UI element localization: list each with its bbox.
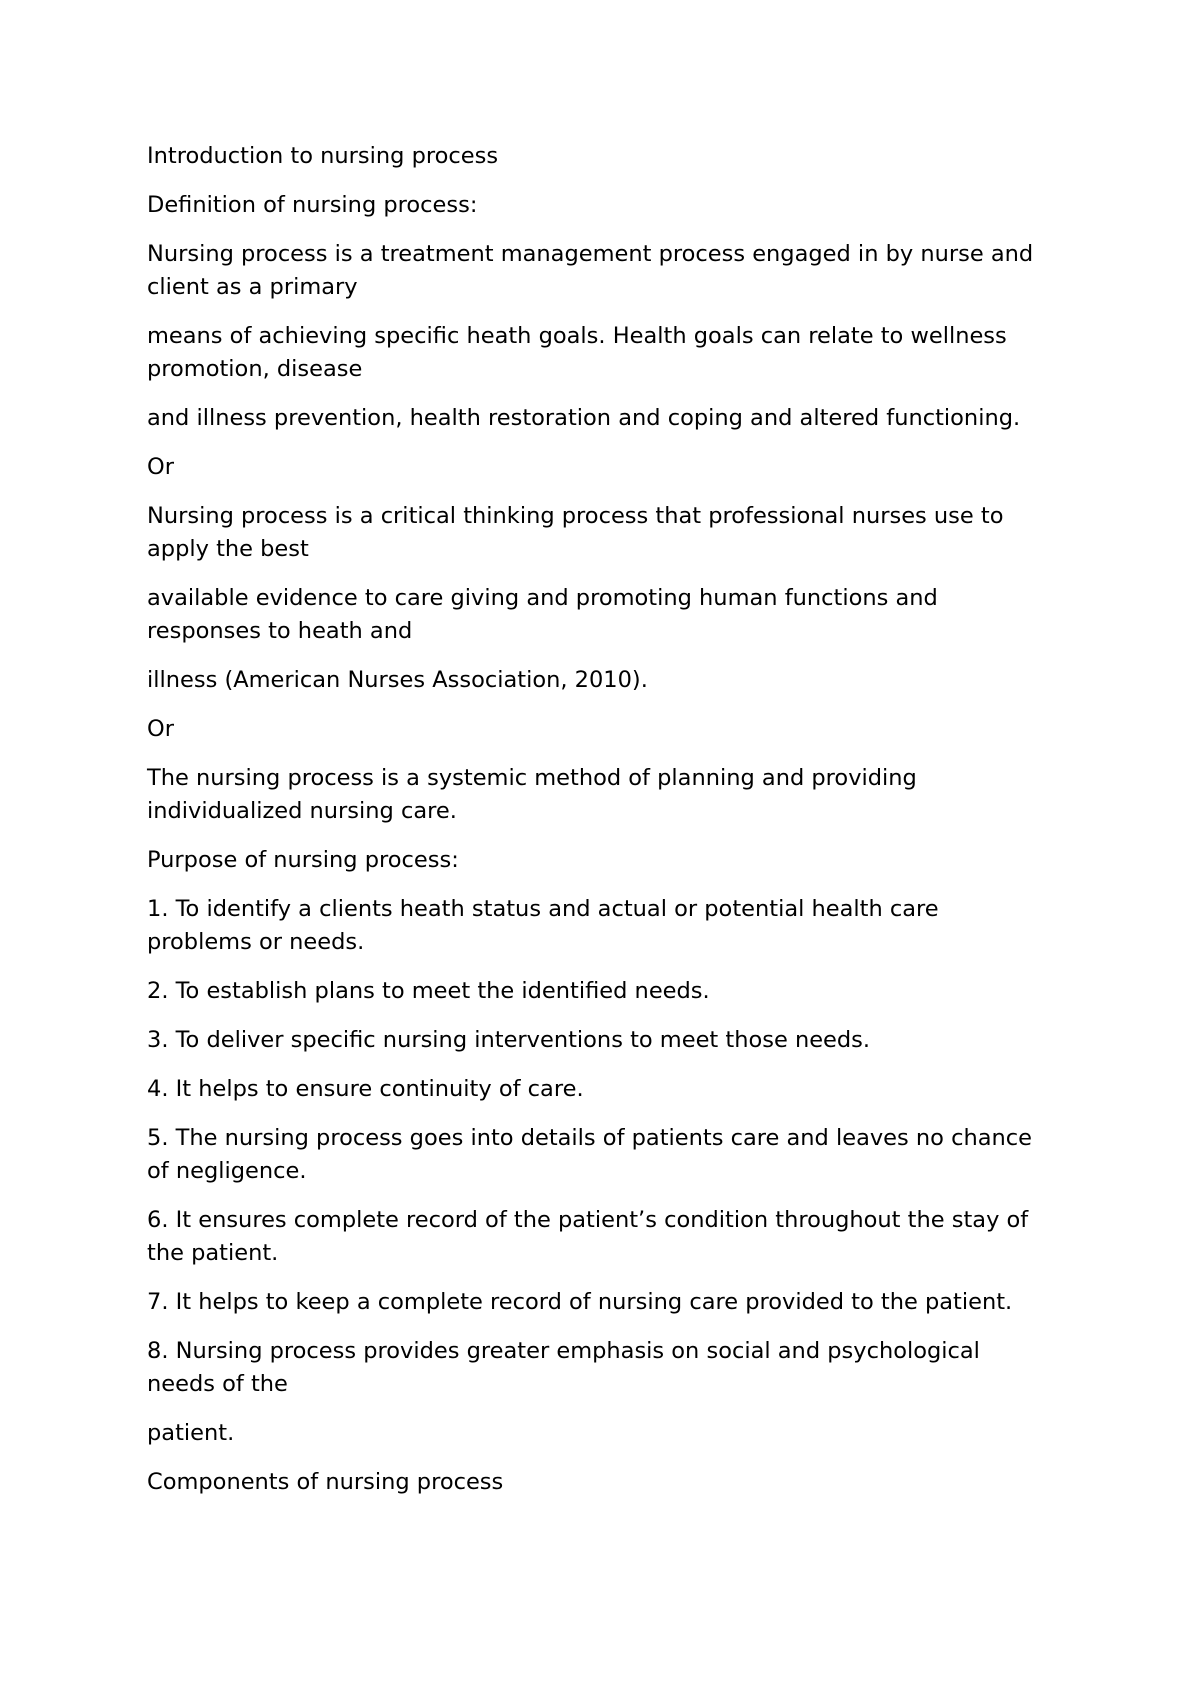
or-separator: Or — [147, 454, 174, 480]
body-paragraph: available evidence to care giving and promoting human functions and responses to heath and — [147, 585, 938, 644]
body-paragraph: means of achieving specific heath goals. Health goals can relate to wellness promotion, disease — [147, 323, 1007, 382]
purpose-list-item: 5. The nursing process goes into details of patients care and leaves no chance of negligence. — [147, 1125, 1032, 1184]
body-paragraph: The nursing process is a systemic method of planning and providing individualized nursing care. — [147, 765, 917, 824]
components-heading: Components of nursing process — [147, 1469, 504, 1495]
purpose-list-item: 8. Nursing process provides greater emphasis on social and psychological needs of the — [147, 1338, 980, 1397]
purpose-list-item: 4. It helps to ensure continuity of care. — [147, 1076, 584, 1102]
body-paragraph: Nursing process is a critical thinking process that professional nurses use to apply the best — [147, 503, 1004, 562]
body-paragraph: and illness prevention, health restoration and coping and altered functioning. — [147, 405, 1021, 431]
definition-heading: Definition of nursing process: — [147, 192, 478, 218]
body-paragraph: Nursing process is a treatment management process engaged in by nurse and client as a primary — [147, 241, 1034, 300]
body-paragraph: illness (American Nurses Association, 2010). — [147, 667, 648, 693]
purpose-heading: Purpose of nursing process: — [147, 847, 459, 873]
purpose-list-item: 7. It helps to keep a complete record of nursing care provided to the patient. — [147, 1289, 1013, 1315]
purpose-list-item-continuation: patient. — [147, 1420, 235, 1446]
purpose-list-item: 3. To deliver specific nursing interventions to meet those needs. — [147, 1027, 871, 1053]
purpose-list-item: 1. To identify a clients heath status and actual or potential health care problems or needs. — [147, 896, 939, 955]
or-separator: Or — [147, 716, 174, 742]
document-title: Introduction to nursing process — [147, 143, 499, 169]
purpose-list-item: 6. It ensures complete record of the patient’s condition throughout the stay of the patient. — [147, 1207, 1029, 1266]
purpose-list-item: 2. To establish plans to meet the identified needs. — [147, 978, 710, 1004]
